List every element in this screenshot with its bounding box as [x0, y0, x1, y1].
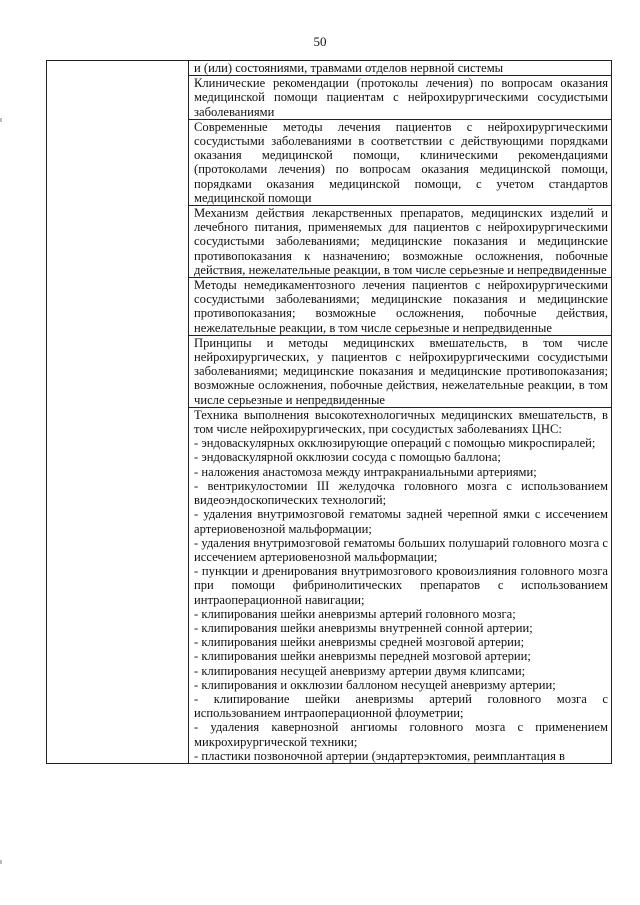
cell-text: и (или) состояниями, травмами отделов нервной системы [194, 61, 504, 75]
list-item: - клипирования шейки аневризмы артерий головного мозга; [194, 606, 516, 621]
list-item: - клипирования шейки аневризмы средней мозговой артерии; [194, 635, 525, 650]
techniques-intro: Техника выполнения высокотехнологичных медицинских вмешательств, в том числе нейрохирургических, при сосудистых заболеваниях ЦНС: [194, 407, 608, 437]
list-item: - наложения анастомоза между интракраниальными артериями; [194, 464, 537, 479]
table-cell [189, 119, 612, 205]
list-item: - клипирования несущей аневризму артерии двумя клипсами; [194, 663, 526, 678]
table-cell [189, 76, 612, 120]
list-item: - клипирование шейки аневризмы артерий головного мозга с использованием интраоперационной флоуметрии; [194, 691, 608, 721]
left-column-cell [47, 61, 189, 764]
techniques-cell [189, 407, 612, 763]
list-item: - пункции и дренирования внутримозгового кровоизлияния головного мозга при помощи фибринолитических препаратов с использованием интраоперационной навигации; [194, 564, 608, 607]
list-item: - удаления внутримозговой гематомы задней черепной ямки с иссечением артериовенозной мальформации; [194, 507, 608, 536]
list-item: - пластики позвоночной артерии (эндартерэктомия, реимплантация в [194, 748, 565, 763]
list-item: - эндоваскулярной окклюзии сосуда с помощью баллона; [194, 450, 501, 465]
list-item: - эндоваскулярных окклюзирующие операций с помощью микроспиралей; [194, 436, 596, 451]
techniques-list [194, 408, 608, 763]
requirements-table [46, 60, 612, 764]
scan-edge-mark-bottom [0, 860, 2, 864]
table-cell [189, 206, 612, 278]
list-item: - вентрикулостомии III желудочка головного мозга с использованием видеоэндоскопических технологий; [194, 478, 608, 508]
cell-text: Принципы и методы медицинских вмешательств, в том числе нейрохирургических, у пациентов с нейрохирургическими сосудистыми заболеваниями; медицинские показания и медицинские противопоказания; возможные осложнения, побочные действия, нежелательные реакции, в том числе серьезные и непредвиденные [194, 335, 608, 407]
table-row [47, 61, 612, 76]
table-cell [189, 335, 612, 407]
cell-text: Механизм действия лекарственных препаратов, медицинских изделий и лечебного питания, применяемых для пациентов с нейрохирургическими сосудистыми заболеваниями; медицинские показания и медицинские противопоказания к назначению; возможные осложнения, побочные действия, нежелательные реакции, в том числе серьезные и непредвиденные [194, 206, 608, 277]
table-cell [189, 61, 612, 76]
list-item: - клипирования шейки аневризмы внутренней сонной артерии; [194, 620, 533, 635]
list-item: - удаления кавернозной ангиомы головного мозга с применением микрохирургической техники; [194, 720, 608, 749]
list-item: - клипирования и окклюзии баллоном несущей аневризму артерии; [194, 677, 556, 692]
page-number: 50 [313, 34, 327, 49]
cell-text: Современные методы лечения пациентов с нейрохирургическими сосудистыми заболеваниями в соответствии с действующими порядками оказания медицинской помощи, клиническими рекомендациями (протоколами лечения) по вопросам оказания медицинской помощи, порядками оказания медицинской помощи, с учетом стандартов медицинской помощи [194, 119, 608, 205]
list-item: - клипирования шейки аневризмы передней мозговой артерии; [194, 649, 531, 664]
table-cell [189, 278, 612, 336]
scan-edge-mark-top [0, 118, 2, 122]
cell-text: Методы немедикаментозного лечения пациентов с нейрохирургическими сосудистыми заболеваниями; медицинские показания и медицинские противопоказания; возможные осложнения, побочные действия, нежелательные реакции, в том числе серьезные и непредвиденные [194, 278, 608, 335]
cell-text: Клинические рекомендации (протоколы лечения) по вопросам оказания медицинской помощи пациентам с нейрохирургическими сосудистыми заболеваниями [194, 76, 608, 119]
list-item: - удаления внутримозговой гематомы больших полушарий головного мозга с иссечением артериовенозной мальформации; [194, 535, 608, 564]
